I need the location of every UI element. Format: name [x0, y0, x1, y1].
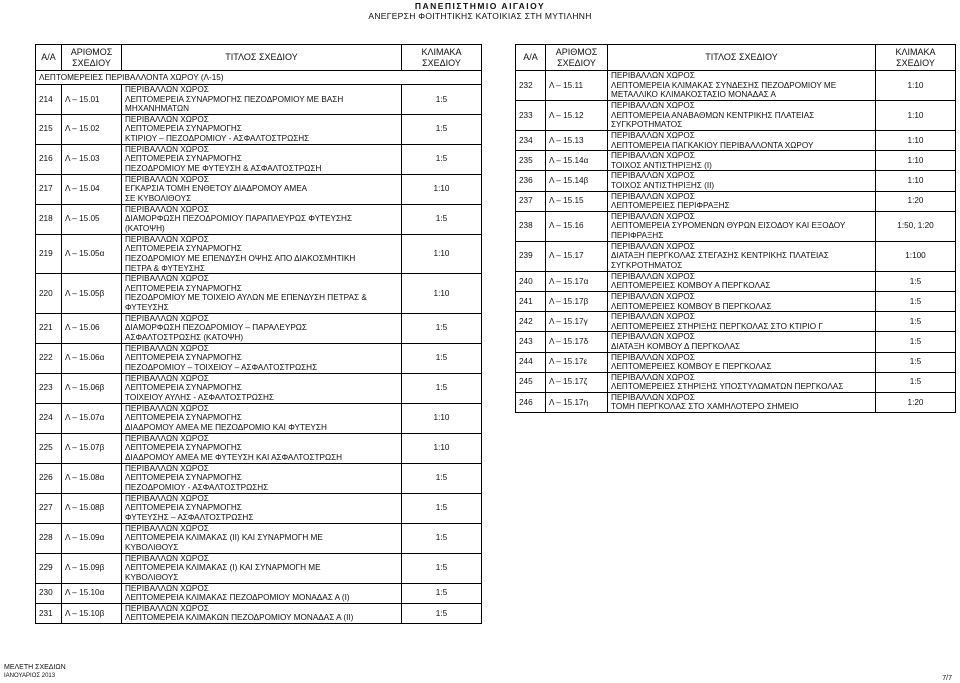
drawing-scale: 1:5: [402, 583, 482, 603]
table-row: [516, 312, 956, 332]
drawing-scale: 1:20: [876, 392, 956, 412]
footer-study-label: ΜΕΛΕΤΗ ΣΧΕΔΙΩΝ: [4, 664, 66, 671]
row-index: 228: [36, 523, 62, 553]
drawing-scale: 1:5: [402, 493, 482, 523]
drawing-number: Λ – 15.05α: [62, 234, 122, 273]
drawing-scale: 1:5: [876, 332, 956, 352]
drawing-title: ΠΕΡΙΒΑΛΛΩΝ ΧΩΡΟΣ ΛΕΠΤΟΜΕΡΕΙΑ ΣΥΝΑΡΜΟΓΗΣ ΠΕΖΟΔΡΟΜΙΟΥ ΜΕ ΦΥΤΕΥΣΗ & ΑΣΦΑΛΤΟΣΤΡΩΣΗ: [122, 144, 402, 174]
drawing-title: ΠΕΡΙΒΑΛΛΩΝ ΧΩΡΟΣ ΤΟΙΧΟΣ ΑΝΤΙΣΤΗΡΙΞΗΣ (ΙΙ): [608, 171, 876, 191]
row-index: 243: [516, 332, 546, 352]
drawing-title: ΠΕΡΙΒΑΛΛΩΝ ΧΩΡΟΣ ΛΕΠΤΟΜΕΡΕΙΑ ΚΛΙΜΑΚΑΣ (Ι) ΚΑΙ ΣΥΝΑΡΜΟΓΗ ΜΕ ΚΥΒΟΛΙΘΟΥΣ: [122, 553, 402, 583]
drawing-title: ΠΕΡΙΒΑΛΛΩΝ ΧΩΡΟΣ ΛΕΠΤΟΜΕΡΕΙΑ ΣΥΝΑΡΜΟΓΗΣ ΠΕΖΟΔΡΟΜΙΟΥ ΜΕ ΤΟΙΧΕΙΟ ΑΥΛΩΝ ΜΕ ΕΠΕΝΔΥΣΗ ΠΕΤΡΑΣ & ΦΥΤΕΥΣΗΣ: [122, 274, 402, 313]
table-row: [516, 241, 956, 271]
row-index: 235: [516, 151, 546, 171]
drawing-title: ΠΕΡΙΒΑΛΛΩΝ ΧΩΡΟΣ ΛΕΠΤΟΜΕΡΕΙΕΣ ΚΟΜΒΟΥ Ε ΠΕΡΓΚΟΛΑΣ: [608, 352, 876, 372]
page-number: 7/7: [942, 675, 952, 682]
drawing-title: ΠΕΡΙΒΑΛΛΩΝ ΧΩΡΟΣ ΛΕΠΤΟΜΕΡΕΙΑ ΑΝΑΒΑΘΜΩΝ ΚΕΝΤΡΙΚΗΣ ΠΛΑΤΕΙΑΣ ΣΥΓΚΡΟΤΗΜΑΤΟΣ: [608, 101, 876, 131]
drawing-title: ΠΕΡΙΒΑΛΛΩΝ ΧΩΡΟΣ ΛΕΠΤΟΜΕΡΕΙΑ ΣΥΝΑΡΜΟΓΗΣ ΔΙΑΔΡΟΜΟΥ ΑΜΕΑ ΜΕ ΠΕΖΟΔΡΟΜΙΟ ΚΑΙ ΦΥΤΕΥΣΗ: [122, 403, 402, 433]
section-title: ΛΕΠΤΟΜΕΡΕΙΕΣ ΠΕΡΙΒΑΛΛΟΝΤΑ ΧΩΡΟΥ (Λ-15): [36, 71, 482, 85]
table-header-row: [516, 45, 956, 71]
drawing-number: Λ – 15.01: [62, 85, 122, 115]
drawing-number: Λ – 15.17: [546, 241, 608, 271]
table-row: [36, 493, 482, 523]
drawing-scale: 1:5: [876, 372, 956, 392]
drawing-scale: 1:5: [876, 291, 956, 311]
column-header-title: ΤΙΤΛΟΣ ΣΧΕΔΙΟΥ: [122, 45, 402, 71]
table-row: [36, 343, 482, 373]
drawing-title: ΠΕΡΙΒΑΛΛΩΝ ΧΩΡΟΣ ΛΕΠΤΟΜΕΡΕΙΑ ΣΥΝΑΡΜΟΓΗΣ ΠΕΖΟΔΡΟΜΙΟΥ ΜΕ ΕΠΕΝΔΥΣΗ ΟΨΗΣ ΑΠΟ ΔΙΑΚΟΣΜΗΤΙΚΗ ΠΕΤΡΑ & ΦΥΤΕΥΣΗΣ: [122, 234, 402, 273]
row-index: 218: [36, 204, 62, 234]
drawing-number: Λ – 15.14β: [546, 171, 608, 191]
drawing-number: Λ – 15.17α: [546, 271, 608, 291]
column-header-scale: ΚΛΙΜΑΚΑ ΣΧΕΔΙΟΥ: [402, 45, 482, 71]
drawing-number: Λ – 15.14α: [546, 151, 608, 171]
drawing-scale: 1:5: [402, 144, 482, 174]
drawing-title: ΠΕΡΙΒΑΛΛΩΝ ΧΩΡΟΣ ΔΙΑΜΟΡΦΩΣΗ ΠΕΖΟΔΡΟΜΙΟΥ – ΠΑΡΑΛΕΥΡΩΣ ΑΣΦΑΛΤΟΣΤΡΩΣΗΣ (ΚΑΤΟΨΗ): [122, 313, 402, 343]
drawing-number: Λ – 15.15: [546, 191, 608, 211]
drawing-title: ΠΕΡΙΒΑΛΛΩΝ ΧΩΡΟΣ ΛΕΠΤΟΜΕΡΕΙΑ ΣΥΝΑΡΜΟΓΗΣ ΦΥΤΕΥΣΗΣ – ΑΣΦΑΛΤΟΣΤΡΩΣΗΣ: [122, 493, 402, 523]
drawing-number: Λ – 15.17η: [546, 392, 608, 412]
table-row: [36, 274, 482, 313]
drawing-title: ΠΕΡΙΒΑΛΛΩΝ ΧΩΡΟΣ ΛΕΠΤΟΜΕΡΕΙΑ ΚΛΙΜΑΚΑΣ ΣΥΝΔΕΣΗΣ ΠΕΖΟΔΡΟΜΙΟΥ ΜΕ ΜΕΤΑΛΛΙΚΟ ΚΛΙΜΑΚΟΣΤΑΣΙΟ ΜΟΝΑΔΑΣ Α: [608, 71, 876, 101]
drawing-scale: 1:100: [876, 241, 956, 271]
drawing-title: ΠΕΡΙΒΑΛΛΩΝ ΧΩΡΟΣ ΛΕΠΤΟΜΕΡΕΙΑ ΣΥΝΑΡΜΟΓΗΣ ΠΕΖΟΔΡΟΜΙΟΥ - ΑΣΦΑΛΤΟΣΤΡΩΣΗΣ: [122, 463, 402, 493]
drawing-number: Λ – 15.06: [62, 313, 122, 343]
drawing-number: Λ – 15.10β: [62, 603, 122, 623]
table-row: [36, 114, 482, 144]
drawing-scale: 1:5: [402, 313, 482, 343]
table-row: [516, 191, 956, 211]
row-index: 240: [516, 271, 546, 291]
table-row: [516, 211, 956, 241]
footer-date: ΙΑΝΟΥΑΡΙΟΣ 2013: [4, 673, 56, 679]
drawing-number: Λ – 15.17δ: [546, 332, 608, 352]
column-header-number: ΑΡΙΘΜΟΣ ΣΧΕΔΙΟΥ: [546, 45, 608, 71]
drawing-title: ΠΕΡΙΒΑΛΛΩΝ ΧΩΡΟΣ ΛΕΠΤΟΜΕΡΕΙΑ ΣΥΝΑΡΜΟΓΗΣ ΠΕΖΟΔΡΟΜΙΟΥ ΜΕ ΒΑΣΗ ΜΗΧΑΝΗΜΑΤΩΝ: [122, 85, 402, 115]
drawing-scale: 1:5: [402, 463, 482, 493]
drawing-title: ΠΕΡΙΒΑΛΛΩΝ ΧΩΡΟΣ ΛΕΠΤΟΜΕΡΕΙΑ ΣΥΝΑΡΜΟΓΗΣ ΠΕΖΟΔΡΟΜΙΟΥ – ΤΟΙΧΕΙΟΥ – ΑΣΦΑΛΤΟΣΤΡΩΣΗΣ: [122, 343, 402, 373]
drawing-title: ΠΕΡΙΒΑΛΛΩΝ ΧΩΡΟΣ ΛΕΠΤΟΜΕΡΕΙΑ ΚΛΙΜΑΚΑΣ ΠΕΖΟΔΡΟΜΙΟΥ ΜΟΝΑΔΑΣ Α (Ι): [122, 583, 402, 603]
column-header-aa: Α/Α: [36, 45, 62, 71]
drawing-number: Λ – 15.13: [546, 131, 608, 151]
row-index: 224: [36, 403, 62, 433]
row-index: 244: [516, 352, 546, 372]
row-index: 236: [516, 171, 546, 191]
table-row: [36, 603, 482, 623]
table-row: [36, 463, 482, 493]
table-header-row: [36, 45, 482, 71]
table-row: [36, 583, 482, 603]
row-index: 239: [516, 241, 546, 271]
drawing-title: ΠΕΡΙΒΑΛΛΩΝ ΧΩΡΟΣ ΔΙΑΜΟΡΦΩΣΗ ΠΕΖΟΔΡΟΜΙΟΥ ΠΑΡΑΠΛΕΥΡΩΣ ΦΥΤΕΥΣΗΣ (ΚΑΤΟΨΗ): [122, 204, 402, 234]
table-row: [36, 174, 482, 204]
drawing-title: ΠΕΡΙΒΑΛΛΩΝ ΧΩΡΟΣ ΛΕΠΤΟΜΕΡΕΙΕΣ ΠΕΡΙΦΡΑΞΗΣ: [608, 191, 876, 211]
drawing-scale: 1:10: [876, 101, 956, 131]
drawing-number: Λ – 15.07α: [62, 403, 122, 433]
drawing-number: Λ – 15.02: [62, 114, 122, 144]
drawing-number: Λ – 15.05β: [62, 274, 122, 313]
drawing-title: ΠΕΡΙΒΑΛΛΩΝ ΧΩΡΟΣ ΤΟΙΧΟΣ ΑΝΤΙΣΤΗΡΙΞΗΣ (Ι): [608, 151, 876, 171]
column-header-scale: ΚΛΙΜΑΚΑ ΣΧΕΔΙΟΥ: [876, 45, 956, 71]
document-header-subtitle: ΑΝΕΓΕΡΣΗ ΦΟΙΤΗΤΙΚΗΣ ΚΑΤΟΙΚΙΑΣ ΣΤΗ ΜΥΤΙΛΗΝΗ: [368, 11, 592, 21]
drawing-scale: 1:5: [402, 114, 482, 144]
drawing-number: Λ – 15.09β: [62, 553, 122, 583]
row-index: 233: [516, 101, 546, 131]
drawing-number: Λ – 15.07β: [62, 433, 122, 463]
row-index: 215: [36, 114, 62, 144]
drawing-scale: 1:5: [402, 603, 482, 623]
drawing-title: ΠΕΡΙΒΑΛΛΩΝ ΧΩΡΟΣ ΛΕΠΤΟΜΕΡΕΙΕΣ ΣΤΗΡΙΞΗΣ ΥΠΟΣΤΥΛΩΜΑΤΩΝ ΠΕΡΓΚΟΛΑΣ: [608, 372, 876, 392]
left-drawings-table: [35, 44, 482, 624]
row-index: 217: [36, 174, 62, 204]
column-header-aa: Α/Α: [516, 45, 546, 71]
row-index: 226: [36, 463, 62, 493]
table-row: [36, 204, 482, 234]
row-index: 234: [516, 131, 546, 151]
row-index: 231: [36, 603, 62, 623]
row-index: 214: [36, 85, 62, 115]
table-row: [36, 523, 482, 553]
row-index: 241: [516, 291, 546, 311]
row-index: 223: [36, 373, 62, 403]
drawing-number: Λ – 15.03: [62, 144, 122, 174]
table-row: [516, 352, 956, 372]
drawing-scale: 1:5: [402, 373, 482, 403]
drawing-title: ΠΕΡΙΒΑΛΛΩΝ ΧΩΡΟΣ ΛΕΠΤΟΜΕΡΕΙΑ ΣΥΡΟΜΕΝΩΝ ΘΥΡΩΝ ΕΙΣΟΔΟΥ ΚΑΙ ΕΞΟΔΟΥ ΠΕΡΙΦΡΑΞΗΣ: [608, 211, 876, 241]
drawing-scale: 1:20: [876, 191, 956, 211]
drawing-number: Λ – 15.04: [62, 174, 122, 204]
table-row: [516, 372, 956, 392]
table-row: [36, 234, 482, 273]
drawing-title: ΠΕΡΙΒΑΛΛΩΝ ΧΩΡΟΣ ΛΕΠΤΟΜΕΡΕΙΑ ΣΥΝΑΡΜΟΓΗΣ ΤΟΙΧΕΙΟΥ ΑΥΛΗΣ - ΑΣΦΑΛΤΟΣΤΡΩΣΗΣ: [122, 373, 402, 403]
row-index: 232: [516, 71, 546, 101]
drawing-scale: 1:5: [402, 204, 482, 234]
row-index: 242: [516, 312, 546, 332]
drawing-scale: 1:5: [402, 553, 482, 583]
drawing-title: ΠΕΡΙΒΑΛΛΩΝ ΧΩΡΟΣ ΛΕΠΤΟΜΕΡΕΙΑ ΚΛΙΜΑΚΩΝ ΠΕΖΟΔΡΟΜΙΟΥ ΜΟΝΑΔΑΣ Α (ΙΙ): [122, 603, 402, 623]
drawing-number: Λ – 15.06β: [62, 373, 122, 403]
drawing-scale: 1:10: [876, 71, 956, 101]
drawing-title: ΠΕΡΙΒΑΛΛΩΝ ΧΩΡΟΣ ΤΟΜΗ ΠΕΡΓΚΟΛΑΣ ΣΤΟ ΧΑΜΗΛΟΤΕΡΟ ΣΗΜΕΙΟ: [608, 392, 876, 412]
document-header-title: ΠΑΝΕΠΙΣΤΗΜΙΟ ΑΙΓΑΙΟΥ: [414, 1, 546, 11]
drawing-title: ΠΕΡΙΒΑΛΛΩΝ ΧΩΡΟΣ ΛΕΠΤΟΜΕΡΕΙΑ ΣΥΝΑΡΜΟΓΗΣ ΚΤΙΡΙΟΥ – ΠΕΖΟΔΡΟΜΙΟΥ - ΑΣΦΑΛΤΟΣΤΡΩΣΗΣ: [122, 114, 402, 144]
drawing-title: ΠΕΡΙΒΑΛΛΩΝ ΧΩΡΟΣ ΕΓΚΑΡΣΙΑ ΤΟΜΗ ΕΝΘΕΤΟΥ ΔΙΑΔΡΟΜΟΥ ΑΜΕΑ ΣΕ ΚΥΒΟΛΙΘΟΥΣ: [122, 174, 402, 204]
drawing-scale: 1:10: [876, 131, 956, 151]
table-row: [516, 101, 956, 131]
drawing-number: Λ – 15.17γ: [546, 312, 608, 332]
table-row: [516, 71, 956, 101]
drawing-title: ΠΕΡΙΒΑΛΛΩΝ ΧΩΡΟΣ ΛΕΠΤΟΜΕΡΕΙΕΣ ΚΟΜΒΟΥ Α ΠΕΡΓΚΟΛΑΣ: [608, 271, 876, 291]
drawing-number: Λ – 15.17β: [546, 291, 608, 311]
table-row: [36, 85, 482, 115]
row-index: 229: [36, 553, 62, 583]
drawing-number: Λ – 15.16: [546, 211, 608, 241]
row-index: 225: [36, 433, 62, 463]
table-row: [516, 332, 956, 352]
table-row: [36, 313, 482, 343]
drawing-scale: 1:10: [876, 151, 956, 171]
table-row: [36, 144, 482, 174]
column-header-number: ΑΡΙΘΜΟΣ ΣΧΕΔΙΟΥ: [62, 45, 122, 71]
row-index: 216: [36, 144, 62, 174]
table-row: [36, 553, 482, 583]
row-index: 227: [36, 493, 62, 523]
drawing-scale: 1:10: [402, 433, 482, 463]
table-row: [36, 373, 482, 403]
table-row: [516, 392, 956, 412]
drawing-number: Λ – 15.17ε: [546, 352, 608, 372]
drawing-number: Λ – 15.12: [546, 101, 608, 131]
row-index: 245: [516, 372, 546, 392]
drawing-title: ΠΕΡΙΒΑΛΛΩΝ ΧΩΡΟΣ ΛΕΠΤΟΜΕΡΕΙΕΣ ΚΟΜΒΟΥ Β ΠΕΡΓΚΟΛΑΣ: [608, 291, 876, 311]
table-row: [36, 403, 482, 433]
row-index: 230: [36, 583, 62, 603]
drawing-number: Λ – 15.05: [62, 204, 122, 234]
drawing-scale: 1:50, 1:20: [876, 211, 956, 241]
table-row: [516, 131, 956, 151]
drawing-scale: 1:5: [402, 343, 482, 373]
drawing-number: Λ – 15.08α: [62, 463, 122, 493]
row-index: 222: [36, 343, 62, 373]
table-row: [516, 151, 956, 171]
drawing-title: ΠΕΡΙΒΑΛΛΩΝ ΧΩΡΟΣ ΔΙΑΤΑΞΗ ΠΕΡΓΚΟΛΑΣ ΣΤΕΓΑΣΗΣ ΚΕΝΤΡΙΚΗΣ ΠΛΑΤΕΙΑΣ ΣΥΓΚΡΟΤΗΜΑΤΟΣ: [608, 241, 876, 271]
column-header-title: ΤΙΤΛΟΣ ΣΧΕΔΙΟΥ: [608, 45, 876, 71]
drawing-scale: 1:10: [402, 174, 482, 204]
drawing-scale: 1:5: [876, 271, 956, 291]
drawing-number: Λ – 15.06α: [62, 343, 122, 373]
drawing-title: ΠΕΡΙΒΑΛΛΩΝ ΧΩΡΟΣ ΛΕΠΤΟΜΕΡΕΙΑ ΣΥΝΑΡΜΟΓΗΣ ΔΙΑΔΡΟΜΟΥ ΑΜΕΑ ΜΕ ΦΥΤΕΥΣΗ ΚΑΙ ΑΣΦΑΛΤΟΣΤΡΩΣΗ: [122, 433, 402, 463]
drawing-number: Λ – 15.10α: [62, 583, 122, 603]
drawing-title: ΠΕΡΙΒΑΛΛΩΝ ΧΩΡΟΣ ΔΙΑΤΑΞΗ ΚΟΜΒΟΥ Δ ΠΕΡΓΚΟΛΑΣ: [608, 332, 876, 352]
table-row: [516, 271, 956, 291]
row-index: 220: [36, 274, 62, 313]
drawing-title: ΠΕΡΙΒΑΛΛΩΝ ΧΩΡΟΣ ΛΕΠΤΟΜΕΡΕΙΕΣ ΣΤΗΡΙΞΗΣ ΠΕΡΓΚΟΛΑΣ ΣΤΟ ΚΤΙΡΙΟ Γ: [608, 312, 876, 332]
row-index: 238: [516, 211, 546, 241]
drawing-title: ΠΕΡΙΒΑΛΛΩΝ ΧΩΡΟΣ ΛΕΠΤΟΜΕΡΕΙΑ ΚΛΙΜΑΚΑΣ (ΙΙ) ΚΑΙ ΣΥΝΑΡΜΟΓΗ ΜΕ ΚΥΒΟΛΙΘΟΥΣ: [122, 523, 402, 553]
drawing-scale: 1:10: [402, 403, 482, 433]
drawing-scale: 1:10: [876, 171, 956, 191]
drawing-title: ΠΕΡΙΒΑΛΛΩΝ ΧΩΡΟΣ ΛΕΠΤΟΜΕΡΕΙΑ ΠΑΓΚΑΚΙΟΥ ΠΕΡΙΒΑΛΛΟΝΤΑ ΧΩΡΟΥ: [608, 131, 876, 151]
drawing-number: Λ – 15.17ζ: [546, 372, 608, 392]
row-index: 219: [36, 234, 62, 273]
right-drawings-table: [515, 44, 956, 413]
section-row: [36, 71, 482, 85]
table-row: [516, 291, 956, 311]
drawing-scale: 1:5: [876, 352, 956, 372]
drawing-scale: 1:5: [402, 523, 482, 553]
drawing-number: Λ – 15.08β: [62, 493, 122, 523]
table-row: [516, 171, 956, 191]
row-index: 221: [36, 313, 62, 343]
drawing-number: Λ – 15.09α: [62, 523, 122, 553]
drawing-scale: 1:5: [876, 312, 956, 332]
table-row: [36, 433, 482, 463]
row-index: 246: [516, 392, 546, 412]
drawing-scale: 1:5: [402, 85, 482, 115]
drawing-scale: 1:10: [402, 274, 482, 313]
drawing-scale: 1:10: [402, 234, 482, 273]
row-index: 237: [516, 191, 546, 211]
drawing-number: Λ – 15.11: [546, 71, 608, 101]
